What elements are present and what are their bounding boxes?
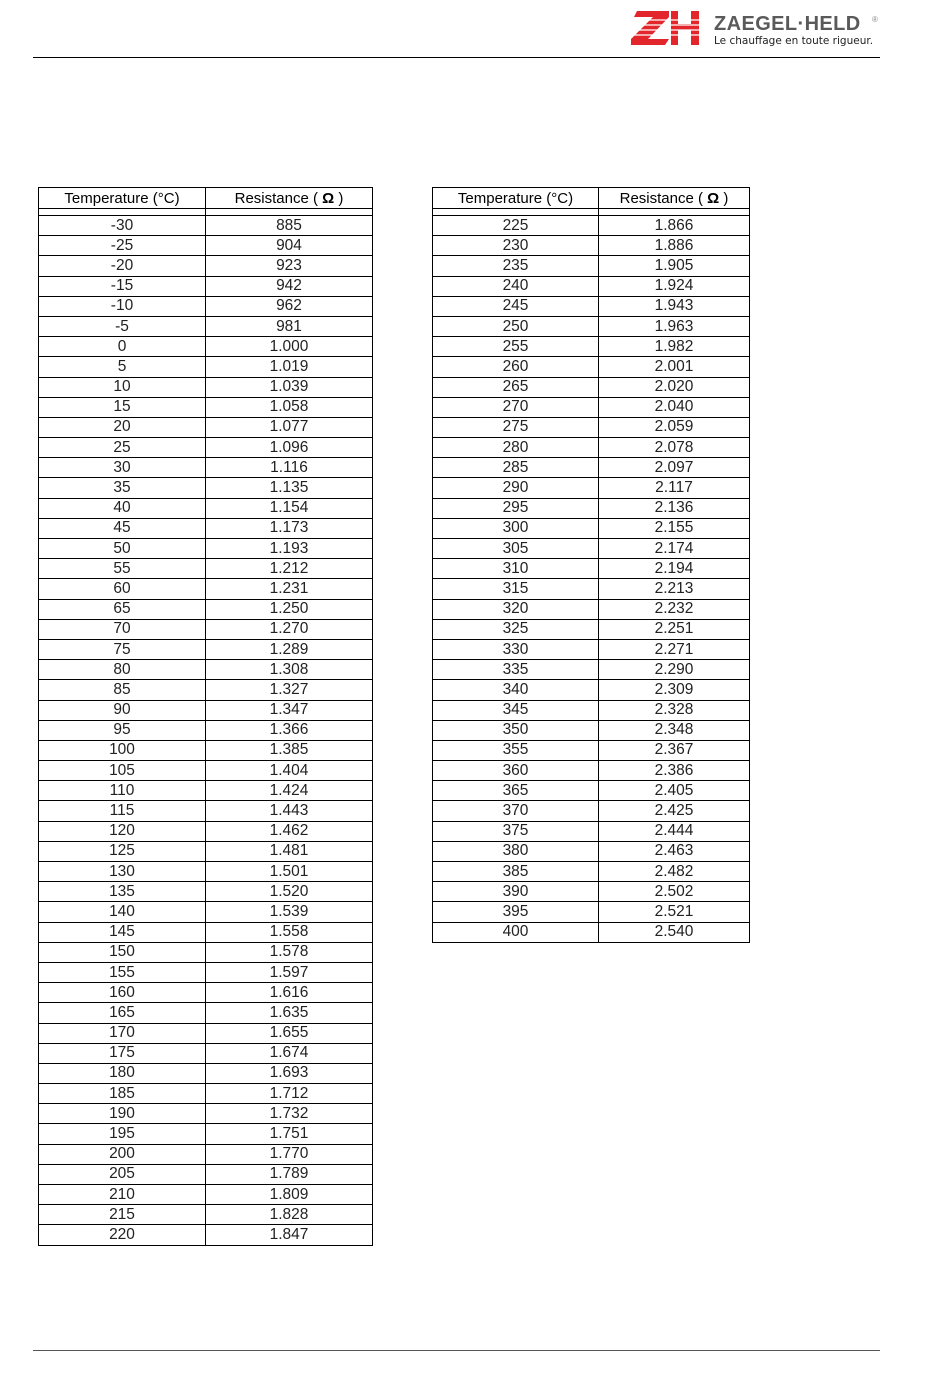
temperature-cell: 180 [39,1063,206,1083]
resistance-cell: 1.866 [599,216,750,236]
temperature-cell: 290 [433,478,599,498]
temperature-cell: 90 [39,700,206,720]
table-row [433,417,750,437]
table-row [433,276,750,296]
table-row [39,1084,373,1104]
temperature-cell: 275 [433,417,599,437]
resistance-cell: 1.327 [206,680,373,700]
resistance-cell: 2.328 [599,700,750,720]
resistance-cell: 2.521 [599,902,750,922]
table-row [433,357,750,377]
resistance-cell: 1.674 [206,1043,373,1063]
resistance-table-right [432,187,750,943]
temperature-cell: 10 [39,377,206,397]
table-row [39,498,373,518]
temperature-cell: 35 [39,478,206,498]
temperature-cell: 245 [433,296,599,316]
temperature-cell: 400 [433,922,599,942]
table-header-row [39,188,373,209]
table-row [39,296,373,316]
temperature-cell: 380 [433,841,599,861]
resistance-cell: 1.712 [206,1084,373,1104]
temperature-cell: 20 [39,417,206,437]
temperature-cell: 175 [39,1043,206,1063]
table-row [39,438,373,458]
temperature-cell: 385 [433,862,599,882]
temperature-cell: 145 [39,922,206,942]
temperature-cell: 45 [39,518,206,538]
table-row [433,498,750,518]
table-row [39,1185,373,1205]
resistance-cell: 2.271 [599,639,750,659]
temperature-cell: -10 [39,296,206,316]
table-row [39,377,373,397]
resistance-cell: 2.117 [599,478,750,498]
resistance-cell: 2.001 [599,357,750,377]
temperature-cell: -20 [39,256,206,276]
table-row [433,296,750,316]
table-row [39,316,373,336]
temperature-cell: 265 [433,377,599,397]
resistance-cell: 1.635 [206,1003,373,1023]
temperature-cell: 345 [433,700,599,720]
table-row [433,660,750,680]
resistance-cell: 1.019 [206,357,373,377]
resistance-cell: 904 [206,236,373,256]
table-row [433,821,750,841]
temperature-cell: 235 [433,256,599,276]
temperature-cell: 30 [39,458,206,478]
resistance-cell: 1.789 [206,1164,373,1184]
resistance-cell: 1.404 [206,761,373,781]
temperature-cell: 170 [39,1023,206,1043]
resistance-cell: 1.424 [206,781,373,801]
resistance-cell: 885 [206,216,373,236]
table-row [433,539,750,559]
resistance-cell: 2.367 [599,740,750,760]
resistance-column-header: Resistance ( Ω ) [599,188,750,209]
temperature-cell: 85 [39,680,206,700]
ohm-symbol: Ω [707,189,720,207]
table-row [39,740,373,760]
table-row [39,1063,373,1083]
temperature-cell: 190 [39,1104,206,1124]
table-row [39,619,373,639]
temperature-cell: 150 [39,942,206,962]
table-row [39,1003,373,1023]
resistance-cell: 1.250 [206,599,373,619]
resistance-cell: 2.482 [599,862,750,882]
header-divider [33,57,880,58]
temperature-cell: 365 [433,781,599,801]
table-row [433,377,750,397]
resistance-cell: 2.136 [599,498,750,518]
temperature-cell: 315 [433,579,599,599]
resistance-cell: 1.982 [599,337,750,357]
table-row [433,397,750,417]
table-row [433,761,750,781]
resistance-cell: 923 [206,256,373,276]
table-row [433,700,750,720]
footer-divider [33,1350,880,1351]
temperature-cell: 335 [433,660,599,680]
table-row [39,882,373,902]
table-row [39,1205,373,1225]
temperature-cell: 360 [433,761,599,781]
temperature-cell: 200 [39,1144,206,1164]
header-spacer-row [433,209,750,216]
table-row [433,478,750,498]
temperature-cell: 75 [39,639,206,659]
resistance-cell: 1.481 [206,841,373,861]
resistance-cell: 1.655 [206,1023,373,1043]
resistance-cell: 1.578 [206,942,373,962]
temperature-cell: 195 [39,1124,206,1144]
temperature-cell: 220 [39,1225,206,1245]
resistance-cell: 2.232 [599,599,750,619]
table-row [39,720,373,740]
resistance-cell: 2.348 [599,720,750,740]
brand-name: ZAEGEL·HELD [714,13,861,35]
resistance-cell: 1.520 [206,882,373,902]
resistance-cell: 1.539 [206,902,373,922]
temperature-cell: 260 [433,357,599,377]
temperature-cell: 340 [433,680,599,700]
temperature-cell: 375 [433,821,599,841]
resistance-column-header: Resistance ( Ω ) [206,188,373,209]
temperature-cell: 285 [433,458,599,478]
resistance-cell: 2.059 [599,417,750,437]
table-row [433,316,750,336]
temperature-cell: 95 [39,720,206,740]
zh-logo-icon [631,11,703,45]
registered-mark: ® [872,15,878,24]
temperature-cell: -25 [39,236,206,256]
temperature-column-header: Temperature (°C) [39,188,206,209]
table-row [39,397,373,417]
temperature-cell: 160 [39,983,206,1003]
temperature-cell: 65 [39,599,206,619]
temperature-cell: -15 [39,276,206,296]
temperature-cell: 355 [433,740,599,760]
temperature-cell: 0 [39,337,206,357]
temperature-cell: 155 [39,962,206,982]
brand-logo [631,11,881,45]
temperature-cell: 350 [433,720,599,740]
resistance-cell: 1.231 [206,579,373,599]
table-row [433,337,750,357]
resistance-cell: 2.174 [599,539,750,559]
temperature-cell: 125 [39,841,206,861]
resistance-cell: 1.732 [206,1104,373,1124]
temperature-cell: 370 [433,801,599,821]
table-row [39,357,373,377]
header-spacer-row [39,209,373,216]
table-row [433,841,750,861]
table-row [39,862,373,882]
resistance-cell: 1.000 [206,337,373,357]
table-header-row [433,188,750,209]
resistance-cell: 1.058 [206,397,373,417]
resistance-cell: 1.096 [206,438,373,458]
table-row [433,438,750,458]
resistance-cell: 1.077 [206,417,373,437]
resistance-cell: 2.540 [599,922,750,942]
temperature-cell: 130 [39,862,206,882]
resistance-cell: 1.558 [206,922,373,942]
resistance-cell: 2.386 [599,761,750,781]
temperature-cell: 320 [433,599,599,619]
resistance-cell: 1.828 [206,1205,373,1225]
resistance-cell: 1.847 [206,1225,373,1245]
temperature-cell: 40 [39,498,206,518]
resistance-cell: 1.347 [206,700,373,720]
temperature-cell: 295 [433,498,599,518]
table-row [39,902,373,922]
temperature-cell: 230 [433,236,599,256]
temperature-cell: 135 [39,882,206,902]
resistance-cell: 1.135 [206,478,373,498]
resistance-cell: 1.443 [206,801,373,821]
temperature-cell: 280 [433,438,599,458]
table-row [39,639,373,659]
temperature-cell: 310 [433,559,599,579]
table-row [433,922,750,942]
ohm-symbol: Ω [322,189,335,207]
temperature-cell: 325 [433,619,599,639]
table-row [39,761,373,781]
resistance-cell: 1.943 [599,296,750,316]
resistance-cell: 2.213 [599,579,750,599]
resistance-cell: 1.385 [206,740,373,760]
table-row [39,478,373,498]
resistance-cell: 1.366 [206,720,373,740]
resistance-cell: 2.444 [599,821,750,841]
resistance-cell: 1.462 [206,821,373,841]
table-row [39,841,373,861]
resistance-cell: 1.809 [206,1185,373,1205]
table-row [39,216,373,236]
temperature-cell: 255 [433,337,599,357]
resistance-cell: 2.251 [599,619,750,639]
resistance-cell: 2.502 [599,882,750,902]
table-row [39,559,373,579]
temperature-cell: 185 [39,1084,206,1104]
table-row [39,236,373,256]
resistance-cell: 942 [206,276,373,296]
temperature-cell: 120 [39,821,206,841]
resistance-cell: 2.040 [599,397,750,417]
resistance-cell: 1.173 [206,518,373,538]
resistance-cell: 1.116 [206,458,373,478]
temperature-cell: 225 [433,216,599,236]
temperature-cell: 215 [39,1205,206,1225]
temperature-cell: -5 [39,316,206,336]
resistance-cell: 2.290 [599,660,750,680]
resistance-cell: 1.039 [206,377,373,397]
resistance-cell: 1.289 [206,639,373,659]
table-row [433,216,750,236]
table-row [433,862,750,882]
table-row [433,720,750,740]
table-row [433,781,750,801]
table-row [39,660,373,680]
table-row [39,801,373,821]
resistance-cell: 981 [206,316,373,336]
table-row [433,740,750,760]
table-row [433,882,750,902]
table-row [433,458,750,478]
table-row [39,942,373,962]
resistance-cell: 1.212 [206,559,373,579]
table-row [433,518,750,538]
table-row [39,256,373,276]
resistance-cell: 2.425 [599,801,750,821]
resistance-cell: 2.078 [599,438,750,458]
table-body-left [39,216,373,1246]
temperature-cell: 250 [433,316,599,336]
resistance-cell: 1.886 [599,236,750,256]
resistance-cell: 1.154 [206,498,373,518]
table-row [433,902,750,922]
table-row [39,1124,373,1144]
temperature-cell: 105 [39,761,206,781]
table-row [39,518,373,538]
resistance-table-left [38,187,373,1246]
table-row [39,276,373,296]
temperature-cell: -30 [39,216,206,236]
table-row [39,1104,373,1124]
table-row [39,1023,373,1043]
temperature-cell: 115 [39,801,206,821]
temperature-cell: 25 [39,438,206,458]
table-row [433,559,750,579]
resistance-cell: 2.194 [599,559,750,579]
table-row [39,579,373,599]
table-row [39,781,373,801]
resistance-cell: 1.905 [599,256,750,276]
resistance-cell: 2.097 [599,458,750,478]
resistance-cell: 2.155 [599,518,750,538]
temperature-cell: 140 [39,902,206,922]
table-row [39,337,373,357]
resistance-cell: 1.501 [206,862,373,882]
resistance-cell: 1.193 [206,539,373,559]
temperature-cell: 390 [433,882,599,902]
temperature-cell: 50 [39,539,206,559]
table-row [39,700,373,720]
resistance-cell: 2.309 [599,680,750,700]
temperature-cell: 300 [433,518,599,538]
resistance-cell: 1.770 [206,1144,373,1164]
temperature-cell: 100 [39,740,206,760]
resistance-cell: 1.924 [599,276,750,296]
resistance-cell: 1.308 [206,660,373,680]
table-body-right [433,216,750,943]
resistance-cell: 1.751 [206,1124,373,1144]
table-row [39,962,373,982]
resistance-cell: 2.405 [599,781,750,801]
table-row [39,1043,373,1063]
brand-tagline: Le chauffage en toute rigueur. [714,35,874,47]
temperature-cell: 395 [433,902,599,922]
temperature-cell: 80 [39,660,206,680]
resistance-cell: 1.597 [206,962,373,982]
table-row [39,417,373,437]
table-row [39,821,373,841]
table-row [39,922,373,942]
table-row [39,680,373,700]
table-row [433,599,750,619]
temperature-cell: 305 [433,539,599,559]
table-row [39,1164,373,1184]
resistance-cell: 2.463 [599,841,750,861]
table-row [39,983,373,1003]
temperature-cell: 240 [433,276,599,296]
table-row [433,256,750,276]
temperature-cell: 70 [39,619,206,639]
temperature-cell: 55 [39,559,206,579]
table-row [433,639,750,659]
resistance-cell: 962 [206,296,373,316]
resistance-cell: 1.963 [599,316,750,336]
table-row [433,801,750,821]
table-row [39,1144,373,1164]
resistance-cell: 1.270 [206,619,373,639]
table-row [433,680,750,700]
temperature-column-header: Temperature (°C) [433,188,599,209]
resistance-cell: 1.693 [206,1063,373,1083]
temperature-cell: 205 [39,1164,206,1184]
temperature-cell: 15 [39,397,206,417]
table-row [39,599,373,619]
table-row [39,1225,373,1245]
temperature-cell: 5 [39,357,206,377]
temperature-cell: 165 [39,1003,206,1023]
table-row [39,458,373,478]
table-row [39,539,373,559]
table-row [433,236,750,256]
temperature-cell: 330 [433,639,599,659]
temperature-cell: 60 [39,579,206,599]
temperature-cell: 270 [433,397,599,417]
table-row [433,579,750,599]
table-row [433,619,750,639]
resistance-cell: 2.020 [599,377,750,397]
resistance-cell: 1.616 [206,983,373,1003]
temperature-cell: 110 [39,781,206,801]
temperature-cell: 210 [39,1185,206,1205]
